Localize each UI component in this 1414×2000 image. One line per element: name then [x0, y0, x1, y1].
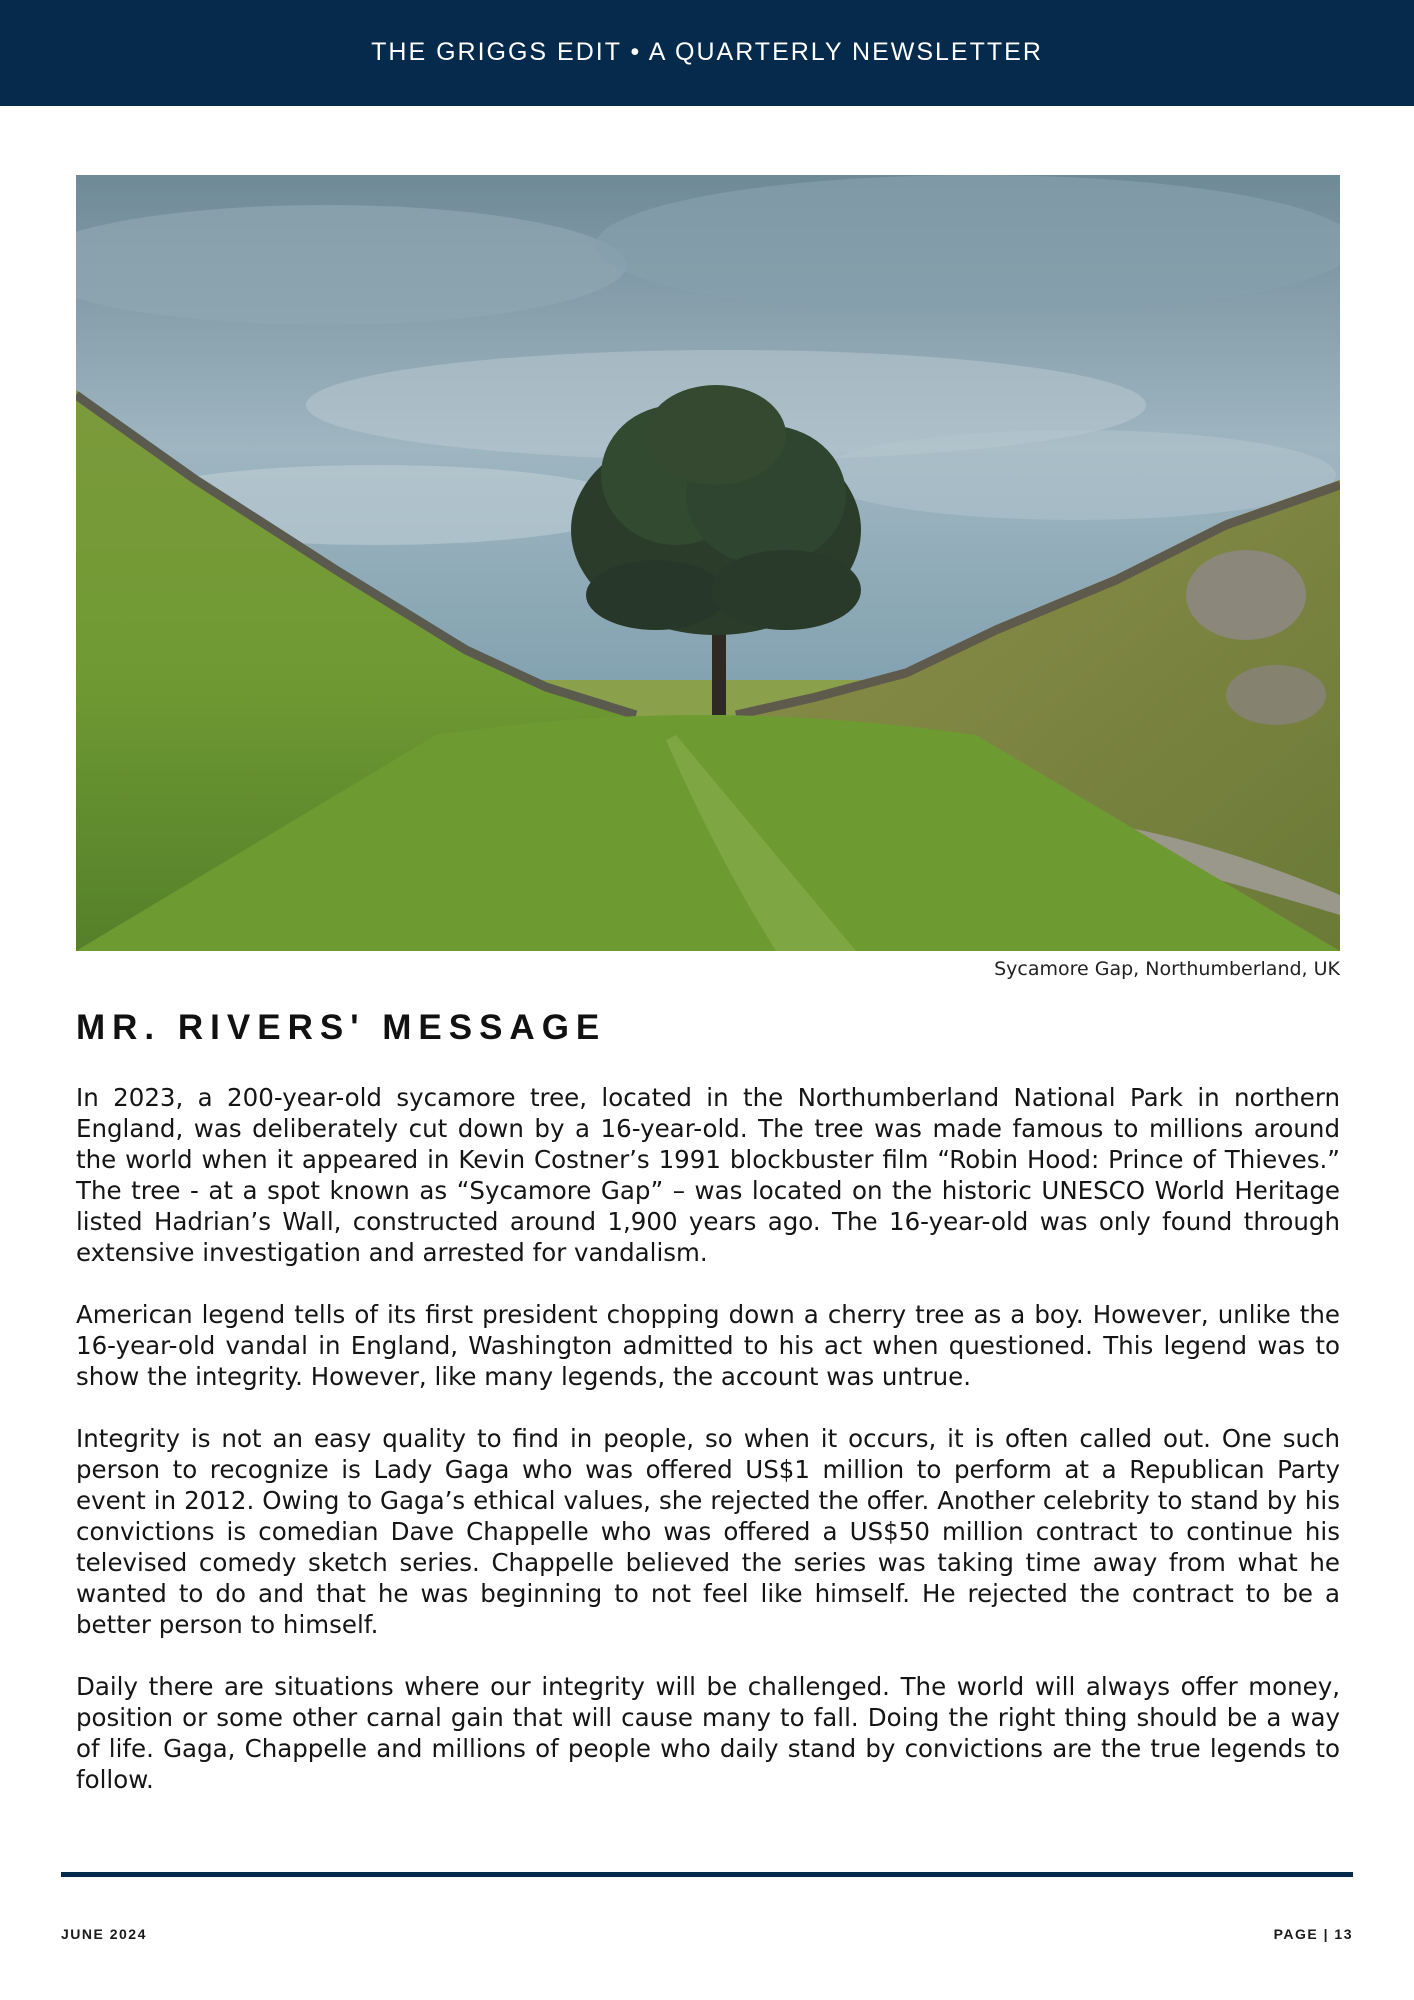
article-paragraph: Daily there are situations where our integrity will be challenged. The world will always offer money, position or some other carnal gain that will cause many to fall. Doing the right thing should be a way of life. Gaga, Chappelle and millions of people who daily stand by convictions are the true legends to follow. [76, 1672, 1340, 1794]
issue-date: JUNE 2024 [61, 1926, 147, 1942]
article-body [76, 1082, 1340, 1826]
photo-caption: Sycamore Gap, Northumberland, UK [994, 958, 1340, 980]
article-paragraph: American legend tells of its first president chopping down a cherry tree as a boy. However, unlike the 16-year-old vandal in England, Washington admitted to his act when questioned. This legend was to show the integrity. However, like many legends, the account was untrue. [76, 1300, 1340, 1391]
article-paragraph: In 2023, a 200-year-old sycamore tree, located in the Northumberland National Park in northern England, was deliberately cut down by a 16-year-old. The tree was made famous to millions around the world when it appeared in Kevin Costner’s 1991 blockbuster film “Robin Hood: Prince of Thieves.” The tree - at a spot known as “Sycamore Gap” – was located on the historic UNESCO World Heritage listed Hadrian’s Wall, constructed around 1,900 years ago. The 16-year-old was only found through extensive investigation and arrested for vandalism. [76, 1083, 1340, 1267]
banner-title: THE GRIGGS EDIT • A QUARTERLY NEWSLETTER [371, 37, 1043, 66]
footer-divider [61, 1872, 1353, 1877]
article-paragraph: Integrity is not an easy quality to find in people, so when it occurs, it is often called out. One such person to recognize is Lady Gaga who was offered US$1 million to perform at a Republican Party event in 2012. Owing to Gaga’s ethical values, she rejected the offer. Another celebrity to stand by his convictions is comedian Dave Chappelle who was offered a US$50 million contract to continue his televised comedy sketch series. Chappelle believed the series was taking time away from what he wanted to do and that he was beginning to not feel like himself. He rejected the contract to be a better person to himself. [76, 1424, 1340, 1639]
sycamore-gap-photo [76, 175, 1340, 951]
page-number: PAGE | 13 [1273, 1926, 1353, 1942]
newsletter-banner [0, 0, 1414, 106]
article-title: MR. RIVERS' MESSAGE [76, 1008, 607, 1047]
